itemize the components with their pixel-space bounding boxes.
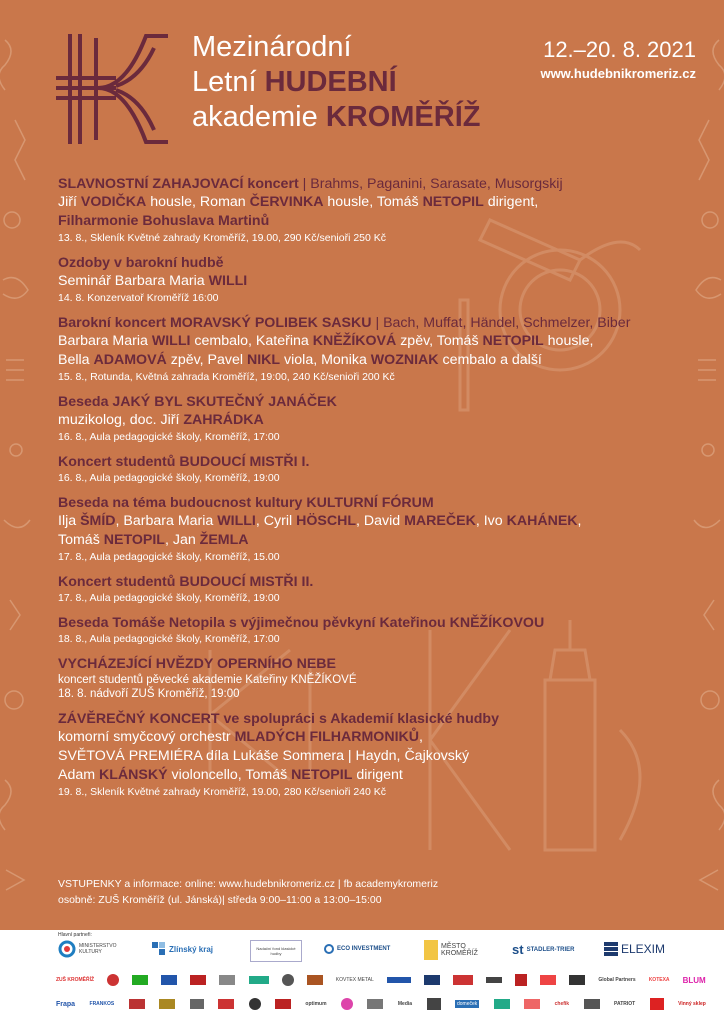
sponsor-logo: BLUM bbox=[682, 975, 706, 985]
partner-city: MĚSTO KROMĚŘÍŽ bbox=[424, 940, 481, 960]
festival-dates: 12.–20. 8. 2021 bbox=[543, 37, 696, 62]
title-line-2-a: Letní bbox=[192, 66, 265, 98]
tickets-inperson: osobně: ZUŠ Kroměříž (ul. Jánská)| středa 9:00–11:00 a 13:00–15:00 bbox=[58, 894, 382, 906]
sponsor-logo-icon bbox=[282, 974, 294, 986]
eco-logo-icon bbox=[324, 944, 334, 954]
event-performers: Jiří VODIČKA housle, Roman ČERVINKA housle, Tomáš NETOPIL dirigent, bbox=[58, 194, 539, 210]
sponsor-logo-icon bbox=[584, 999, 600, 1009]
stadler-logo-icon: st bbox=[512, 942, 524, 957]
sponsor-logo-icon bbox=[424, 975, 440, 985]
event-meta: 13. 8., Skleník Květné zahrady Kroměříž, 19.00, 290 Kč/senioři 250 Kč bbox=[58, 232, 387, 244]
sponsor-logo-icon bbox=[367, 999, 383, 1009]
event-premiere: SVĚTOVÁ PREMIÉRA díla Lukáše Sommera | Haydn, Čajkovský bbox=[58, 748, 470, 764]
sponsor-logo: chefik bbox=[554, 1001, 570, 1007]
event-baroque-concert bbox=[58, 314, 718, 384]
title-line-2-b: HUDEBNÍ bbox=[264, 66, 397, 98]
event-meta: 15. 8., Rotunda, Květná zahrada Kroměříž, 19:00, 240 Kč/senioři 200 Kč bbox=[58, 371, 395, 383]
sponsor-logo-icon bbox=[453, 975, 473, 985]
sponsor-logo: KOTEXA bbox=[648, 977, 670, 983]
sponsor-logo: KOVTEX METAL bbox=[335, 977, 374, 983]
event-meta: 17. 8., Aula pedagogické školy, Kroměříž, 19:00 bbox=[58, 592, 280, 604]
sponsor-logo-icon bbox=[524, 999, 540, 1009]
festival-k-logo-icon bbox=[56, 28, 181, 150]
event-meta: 19. 8., Skleník Květné zahrady Kroměříž, 19.00, 280 Kč/senioři 240 Kč bbox=[58, 786, 387, 798]
sponsor-logo-icon bbox=[107, 974, 119, 986]
event-meta: 16. 8., Aula pedagogické školy, Kroměříž, 19:00 bbox=[58, 472, 280, 484]
event-performers: Ilja ŠMÍD, Barbara Maria WILLI, Cyril HÖSCHL, David MAREČEK, Ivo KAHÁNEK, bbox=[58, 513, 582, 529]
title-line-3-b: KROMĚŘÍŽ bbox=[325, 101, 481, 133]
event-netopil-talk bbox=[58, 614, 718, 646]
event-opera-stars bbox=[58, 655, 718, 701]
event-performers: Seminář Barbara Maria WILLI bbox=[58, 273, 248, 289]
sponsor-logo-icon bbox=[275, 999, 291, 1009]
sponsor-logo: PATRIOT bbox=[613, 1001, 636, 1007]
sponsor-logo-icon bbox=[249, 998, 261, 1010]
event-title: VYCHÁZEJÍCÍ HVĚZDY OPERNÍHO NEBE bbox=[58, 656, 337, 672]
event-performers: Adam KLÁNSKÝ violoncello, Tomáš NETOPIL dirigent bbox=[58, 767, 403, 783]
event-meta: 18. 8. nádvoří ZUŠ Kroměříž, 19:00 bbox=[58, 688, 240, 700]
sponsor-logo: Media bbox=[397, 1001, 413, 1007]
event-title: Ozdoby v barokní hudbě bbox=[58, 255, 224, 271]
sponsor-logo-icon bbox=[159, 999, 175, 1009]
sponsor-logo-icon bbox=[569, 975, 585, 985]
elexim-logo-icon bbox=[604, 942, 618, 956]
website-link[interactable]: www.hudebnikromeriz.cz bbox=[540, 66, 696, 81]
event-orchestra: Filharmonie Bohuslava Martinů bbox=[58, 213, 270, 229]
sponsor-row-2 bbox=[56, 974, 706, 986]
event-students-2 bbox=[58, 573, 718, 605]
event-meta: 16. 8., Aula pedagogické školy, Kroměříž, 17:00 bbox=[58, 431, 280, 443]
title-line-3-a: akademie bbox=[192, 101, 326, 133]
event-title: Beseda Tomáše Netopila s výjimečnou pěvkyní Kateřinou KNĚŽÍKOVOU bbox=[58, 615, 545, 631]
partner-fund: Nadační fond klasické hudby bbox=[250, 940, 302, 962]
left-ornament-icon bbox=[0, 0, 34, 930]
sponsor-logo: domeček bbox=[456, 1001, 478, 1007]
sponsor-logo-icon bbox=[515, 974, 527, 986]
sponsor-logo-icon bbox=[218, 999, 234, 1009]
event-title: ZÁVĚREČNÝ KONCERT ve spolupráci s Akademií klasické hudby bbox=[58, 711, 499, 727]
event-title: SLAVNOSTNÍ ZAHAJOVACÍ koncert | Brahms, Paganini, Sarasate, Musorgskij bbox=[58, 176, 563, 192]
sponsor-logo-icon bbox=[190, 999, 204, 1009]
tickets-online: VSTUPENKY a informace: online: www.hudebnikromeriz.cz | fb academykromeriz bbox=[58, 878, 439, 890]
sponsor-logo-icon bbox=[427, 998, 441, 1010]
sponsor-logo: Frapa bbox=[56, 1000, 76, 1008]
sponsor-logo: Global Partners bbox=[598, 977, 636, 983]
sponsor-logo-icon bbox=[129, 999, 145, 1009]
event-performers: Barbara Maria WILLI cembalo, Kateřina KNĚŽÍKOVÁ zpěv, Tomáš NETOPIL housle, bbox=[58, 333, 594, 349]
title-line-1: Mezinárodní bbox=[192, 31, 352, 63]
partners-footer bbox=[0, 930, 724, 1024]
sponsor-logo-icon bbox=[249, 976, 269, 984]
sponsor-logo-icon bbox=[650, 998, 664, 1010]
partners-label: Hlavní partneři: bbox=[58, 932, 92, 938]
event-performers: muzikolog, doc. Jiří ZAHRÁDKA bbox=[58, 412, 264, 428]
sponsor-logo: optimum bbox=[305, 1001, 327, 1007]
sponsor-logo-icon bbox=[190, 975, 206, 985]
event-culture-forum bbox=[58, 494, 718, 564]
sponsor-logo-icon bbox=[132, 975, 148, 985]
event-title: Barokní koncert MORAVSKÝ POLIBEK SASKU | Bach, Muffat, Händel, Schmelzer, Biber bbox=[58, 315, 631, 331]
sponsor-logo-icon bbox=[540, 975, 556, 985]
event-final-concert bbox=[58, 710, 718, 799]
sponsor-logo-icon bbox=[341, 998, 353, 1010]
sponsor-row-3 bbox=[56, 998, 706, 1010]
sponsor-logo-icon bbox=[494, 999, 510, 1009]
event-opening-concert bbox=[58, 175, 718, 245]
festival-title bbox=[192, 30, 480, 135]
event-meta: 17. 8., Aula pedagogické školy, Kroměříž, 15.00 bbox=[58, 551, 280, 563]
program-list bbox=[58, 175, 718, 808]
city-logo-icon bbox=[424, 940, 438, 960]
event-performers-2: Tomáš NETOPIL, Jan ŽEMLA bbox=[58, 532, 249, 548]
sponsor-logo: Vinný sklep bbox=[678, 1001, 706, 1007]
partner-ministry: MINISTERSTVO KULTURY bbox=[58, 940, 113, 958]
sponsor-logo-icon bbox=[307, 975, 323, 985]
partner-eco: ECO INVESTMENT bbox=[324, 944, 390, 954]
event-subtitle: koncert studentů pěvecké akademie Kateřiny KNĚŽÍKOVÉ bbox=[58, 674, 357, 686]
event-title: Beseda JAKÝ BYL SKUTEČNÝ JANÁČEK bbox=[58, 394, 337, 410]
ministry-logo-icon bbox=[58, 940, 76, 958]
partner-stadler: st STADLER-TRIER bbox=[512, 942, 575, 957]
event-title: Beseda na téma budoucnost kultury KULTURNÍ FÓRUM bbox=[58, 495, 434, 511]
event-meta: 14. 8. Konzervatoř Kroměříž 16:00 bbox=[58, 292, 219, 304]
zlin-logo-icon bbox=[152, 942, 166, 956]
event-baroque-seminar bbox=[58, 254, 718, 305]
tickets-info bbox=[58, 876, 438, 908]
event-title: Koncert studentů BUDOUCÍ MISTŘI II. bbox=[58, 574, 314, 590]
sponsor-logo: FRANKOS bbox=[89, 1001, 115, 1007]
sponsor-logo: ZUŠ KROMĚŘÍŽ bbox=[56, 977, 95, 983]
event-performers-2: Bella ADAMOVÁ zpěv, Pavel NIKL viola, Monika WOZNIAK cembalo a další bbox=[58, 352, 542, 368]
partner-zlin: Zlínský kraj bbox=[152, 942, 213, 956]
event-meta: 18. 8., Aula pedagogické školy, Kroměříž, 17:00 bbox=[58, 633, 280, 645]
event-title: Koncert studentů BUDOUCÍ MISTŘI I. bbox=[58, 454, 310, 470]
event-students-1 bbox=[58, 453, 718, 485]
event-orchestra: komorní smyčcový orchestr MLADÝCH FILHARMONIKŮ, bbox=[58, 729, 423, 745]
event-janacek-talk bbox=[58, 393, 718, 444]
sponsor-logo-icon bbox=[161, 975, 177, 985]
sponsor-logo-icon bbox=[219, 975, 235, 985]
partner-elexim: ELEXIM bbox=[604, 942, 665, 956]
sponsor-logo-icon bbox=[486, 977, 502, 983]
sponsor-logo-icon bbox=[387, 977, 411, 983]
